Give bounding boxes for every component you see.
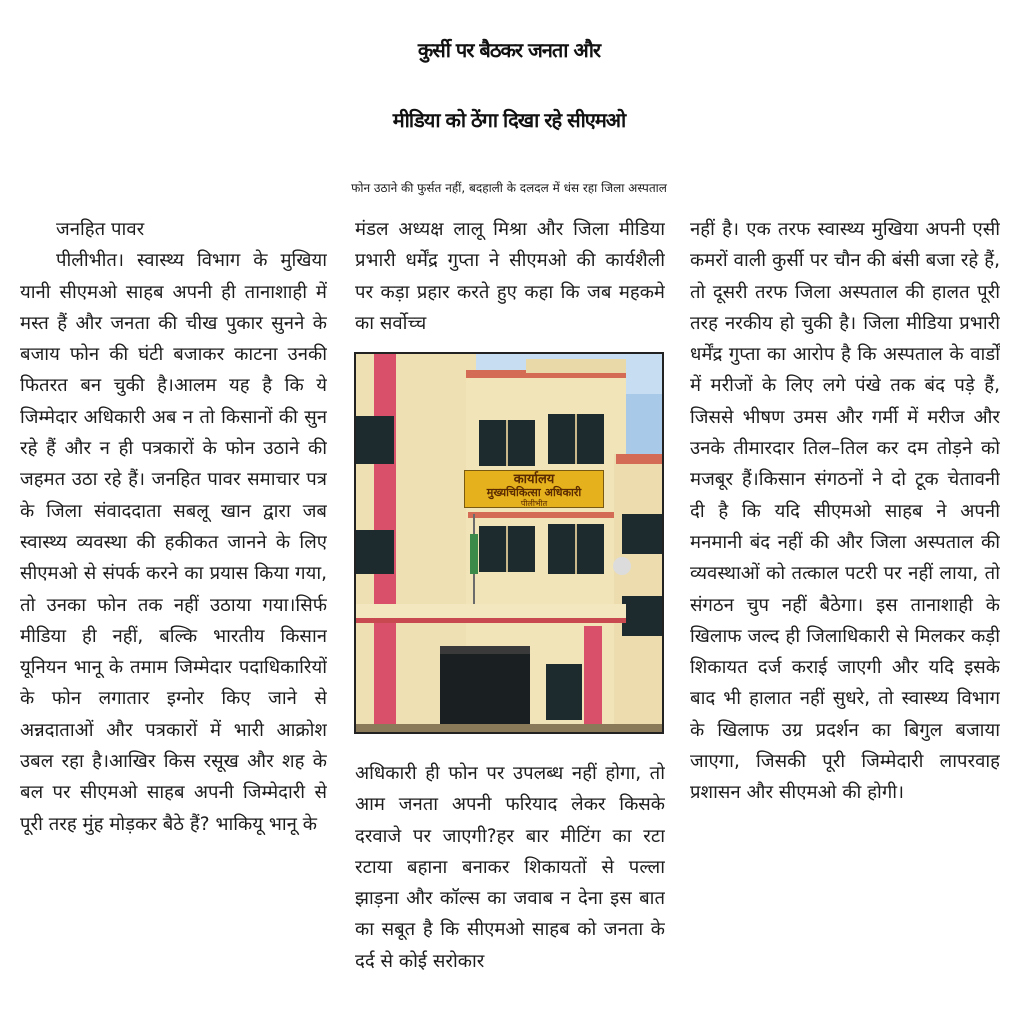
article-column-1 [20, 214, 327, 1022]
sign-line-2: मुख्यचिकित्सा अधिकारी [486, 486, 582, 499]
article-column-2-top [355, 214, 665, 342]
article-column-2-bottom [355, 758, 665, 1022]
headline-line-1: कुर्सी पर बैठकर जनता और [417, 38, 601, 62]
article-paragraph-3: नहीं है। एक तरफ स्वास्थ्य मुखिया अपनी एसी कमरों वाली कुर्सी पर चौन की बंसी बजा रहे हैं, तो दूसरी तरफ जिला अस्पताल की हालत पूरी तरह नरकीय हो चुकी है। जिला मीडिया प्रभारी धर्मेंद्र गुप्ता का आरोप है कि अस्पताल के वार्डों में मरीजों के लिए लगे पंखे तक बंद पड़े हैं, जिससे भीषण उमस और गर्मी में मरीज और उनके तीमारदार तिल–तिल कर दम तोड़ने को मजबूर हैं।किसान संगठनों ने दो टूक चेतावनी दी है कि यदि सीएमओ साहब ने अपनी मनमानी बंद नहीं की और जिला अस्पताल की व्यवस्थाओं को तत्काल पटरी पर नहीं लाया, तो संगठन चुप नहीं बैठेगा। इस तानाशाही के खिलाफ जल्द ही जिलाधिकारी से मिलकर कड़ी शिकायत दर्ज कराई जाएगी और यदि इसके बाद भी हालात नहीं सुधरे, तो स्वास्थ्य विभाग के खिलाफ उग्र प्रदर्शन का बिगुल बजाया जाएगा, जिसकी पूरी जिम्मेदारी लापरवाह प्रशासन और सीएमओ की होगी। [690, 219, 1000, 804]
headline-line-2: मीडिया को ठेंगा दिखा रहे सीएमओ [392, 108, 626, 132]
sign-line-3: पीलीभीत [520, 499, 548, 508]
office-sign [464, 470, 604, 508]
byline: जनहित पावर [56, 219, 145, 240]
sign-line-1: कार्यालय [513, 472, 555, 487]
article-paragraph-2b: अधिकारी ही फोन पर उपलब्ध नहीं होगा, तो आम जनता अपनी फरियाद लेकर किसके दरवाजे पर जाएगी?हर बार मीटिंग का रटा रटाया बहाना बनाकर शिकायतों से पल्ला झाड़ना और कॉल्स का जवाब न देना इस बात का सबूत है कि सीएमओ साहब को जनता के दर्द से कोई सरोकार [355, 763, 665, 972]
article-column-3 [690, 214, 1000, 1022]
building-illustration [356, 354, 662, 732]
article-paragraph-2a: मंडल अध्यक्ष लालू मिश्रा और जिला मीडिया प्रभारी धर्मेंद्र गुप्ता ने सीएमओ की कार्यशैली पर कड़ा प्रहार करते हुए कहा कि जब महकमे का सर्वोच्च [355, 219, 665, 334]
news-photo-cmo-office [354, 352, 664, 734]
subheadline: फोन उठाने की फुर्सत नहीं, बदहाली के दलदल में धंस रहा जिला अस्पताल [351, 181, 667, 195]
article-paragraph-1: पीलीभीत। स्वास्थ्य विभाग के मुखिया यानी सीएमओ साहब अपनी ही तानाशाही में मस्त हैं और जनता की चीख पुकार सुनने के बजाय फोन की घंटी बजाकर काटना उनकी फितरत बन चुकी है।आलम यह है कि ये जिम्मेदार अधिकारी अब न तो किसानों की सुन रहे हैं और न ही पत्रकारों के फोन उठाने की जहमत उठा रहे हैं। जनहित पावर समाचार पत्र के जिला संवाददाता सबलू खान द्वारा जब स्वास्थ्य व्यवस्था की हकीकत जानने के लिए सीएमओ से संपर्क करने का प्रयास किया गया, तो उनका फोन तक नहीं उठाया गया।सिर्फ मीडिया ही नहीं, बल्कि भारतीय किसान यूनियन भानू के तमाम जिम्मेदार पदाधिकारियों के फोन लगातार इग्नोर किए जाने से अन्नदाताओं और पत्रकारों में भारी आक्रोश उबल रहा है।आखिर किस रसूख और शह के बल पर सीएमओ साहब अपनी जिम्मेदारी से पूरी तरह मुंह मोड़कर बैठे हैं? भाकियू भानू के [20, 250, 327, 835]
